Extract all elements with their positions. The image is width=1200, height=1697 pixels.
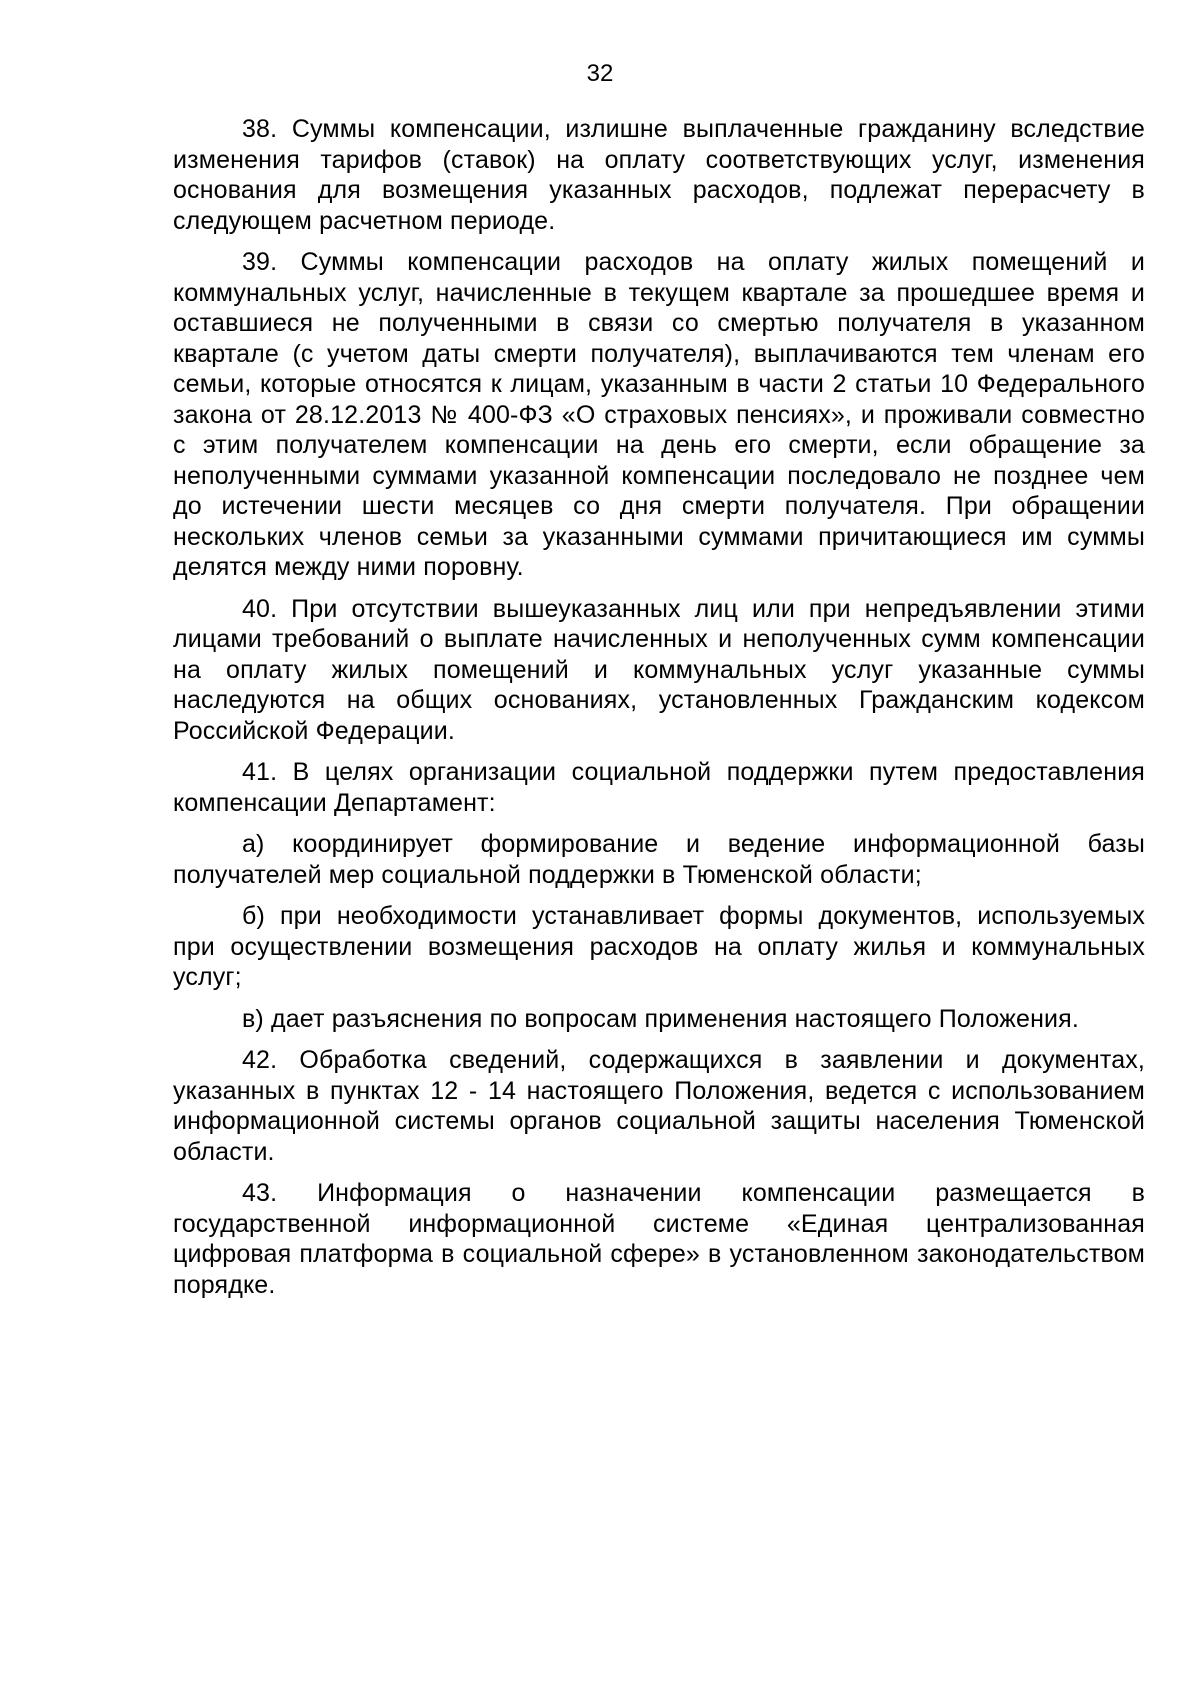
- paragraph-38: 38. Суммы компенсации, излишне выплаченные гражданину вследствие изменения тарифов (ставок) на оплату соответствующих услуг, изменения основания для возмещения указанных расходов, подлежат перерасчету в следующем расчетном периоде.: [173, 115, 1145, 235]
- paragraph-39: 39. Суммы компенсации расходов на оплату жилых помещений и коммунальных услуг, начисленные в текущем квартале за прошедшее время и оставшиеся не полученными в связи со смертью получателя в указанном квартале (с учетом даты смерти получателя), выплачиваются тем членам его семьи, которые относятся к лицам, указанным в части 2 статьи 10 Федерального закона от 28.12.2013 № 400-ФЗ «О страховых пенсиях», и проживали совместно с этим получателем компенсации на день его смерти, если обращение за неполученными суммами указанной компенсации последовало не позднее чем до истечении шести месяцев со дня смерти получателя. При обращении нескольких членов семьи за указанными суммами причитающиеся им суммы делятся между ними поровну.: [173, 248, 1145, 581]
- paragraph-41: 41. В целях организации социальной поддержки путем предоставления компенсации Департамент:: [173, 758, 1145, 817]
- paragraph-41-item-v: в) дает разъяснения по вопросам применения настоящего Положения.: [242, 1004, 1079, 1033]
- page-number: 32: [586, 60, 614, 87]
- paragraph-41-item-b: б) при необходимости устанавливает формы документов, используемых при осуществлении возмещения расходов на оплату жилья и коммунальных услуг;: [173, 902, 1145, 991]
- document-body: [173, 114, 1145, 1311]
- paragraph-42: 42. Обработка сведений, содержащихся в заявлении и документах, указанных в пунктах 12 - 14 настоящего Положения, ведется с использованием информационной системы органов социальной защиты населения Тюменской области.: [173, 1046, 1145, 1166]
- paragraph-43: 43. Информация о назначении компенсации размещается в государственной информационной системе «Единая централизованная цифровая платформа в социальной сфере» в установленном законодательством порядке.: [173, 1179, 1145, 1299]
- paragraph-41-item-a: а) координирует формирование и ведение информационной базы получателей мер социальной поддержки в Тюменской области;: [173, 830, 1145, 889]
- paragraph-40: 40. При отсутствии вышеуказанных лиц или при непредъявлении этими лицами требований о выплате начисленных и неполученных сумм компенсации на оплату жилых помещений и коммунальных услуг указанные суммы наследуются на общих основаниях, установленных Гражданским кодексом Российской Федерации.: [173, 594, 1145, 745]
